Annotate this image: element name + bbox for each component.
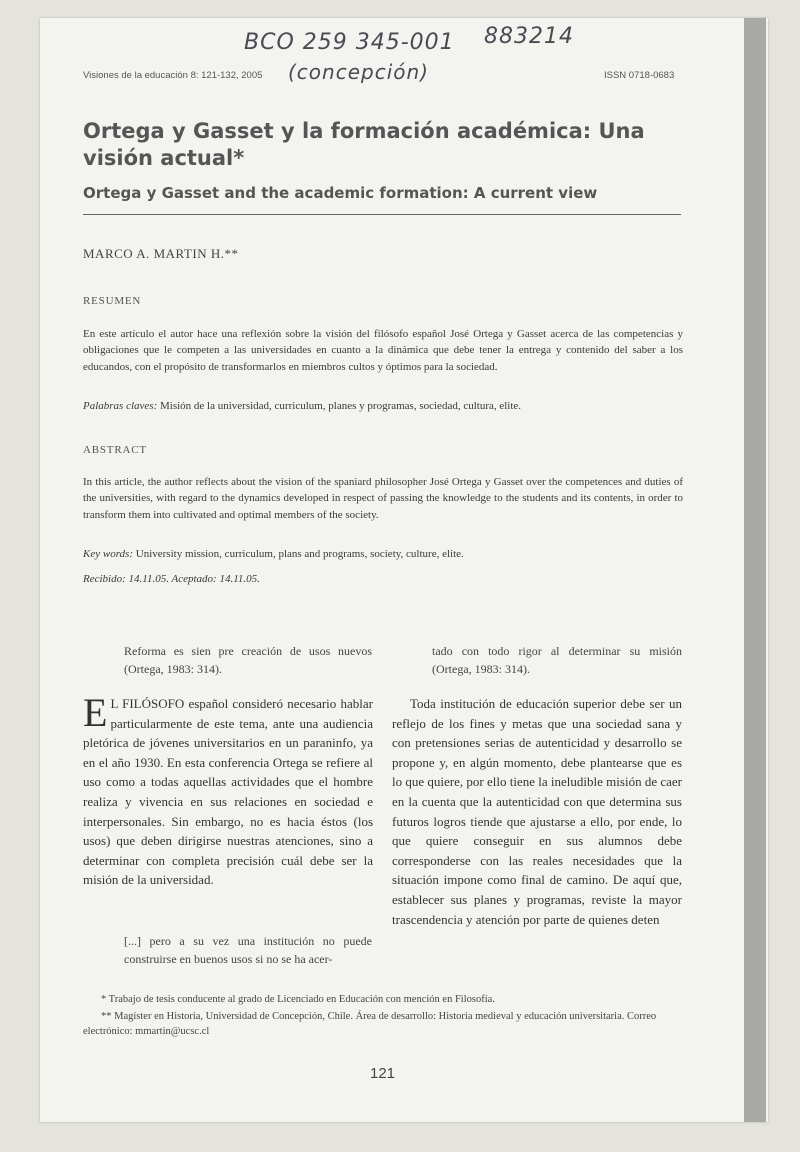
received-dates — [83, 571, 683, 587]
author-name: MARCO A. MARTIN H.** — [83, 246, 239, 261]
resumen-keywords — [83, 398, 683, 414]
abstract-text — [83, 474, 683, 523]
abstract-body: In this article, the author reflects about the vision of the spaniard philosopher José Ortega y Gasset over the competences and duties of the universities, with regard to the dynamics developed in respect of passing the knowledge to the students and its contents, in order to transform them into cultivated and optimal members of the society. — [83, 476, 683, 521]
resumen-body: En este artículo el autor hace una reflexión sobre la visión del filósofo español José Ortega y Gasset acerca de las competencias y obligaciones que le competen a las universidades en cuanto a la dinámica que debe tener la entrega y contenido del saber a los educandos, con el propósito de transformarlos en miembros cultos y óptimos para la sociedad. — [83, 328, 683, 373]
footnote-1: * Trabajo de tesis conducente al grado de Licenciado en Educación con mención en Filosofía. — [101, 994, 495, 1005]
abstract-keywords — [83, 546, 683, 562]
journal-citation: Visiones de la educación 8: 121-132, 2005 — [83, 70, 263, 81]
abstract-keywords-label: Key words: — [83, 548, 134, 560]
body-column-right — [392, 694, 682, 929]
article-title-spanish: Ortega y Gasset y la formación académica: Una visión actual* — [83, 119, 645, 170]
received-text: Recibido: 14.11.05. Aceptado: 14.11.05. — [83, 573, 260, 585]
resumen-text — [83, 326, 683, 375]
handwritten-catalog: BCO 259 345-001 — [244, 30, 455, 55]
footnote-2: ** Magíster en Historia, Universidad de Concepción, Chile. Área de desarrollo: Historia medieval y educación universitaria. Correo electrónico: mmartin@ucsc.cl — [83, 1011, 657, 1037]
drop-cap: E — [83, 690, 108, 735]
right-paragraph: Toda institución de educación superior debe ser un reflejo de los fines y metas que una sociedad sana y con pretensiones serias de autenticidad y desarrollo se propone y, en algún momento, debe plantearse que es lo que quiere, por ello tiene la ineludible misión de caer en la cuenta que la autenticidad con que determina sus futuros logros tiende que ajustarse a ello, por ende, lo que quiere conseguir en sus alumnos debe corresponderse con las reales necesidades que la situación impone como final de camino. De aquí que, establecer sus planes y programas, reviste la mayor trascendencia y atención por parte de quienes deten — [392, 696, 682, 927]
resumen-heading: RESUMEN — [83, 295, 142, 307]
issn: ISSN 0718-0683 — [604, 70, 675, 81]
page-number: 121 — [370, 1065, 396, 1082]
handwritten-city: (concepción) — [288, 60, 429, 84]
scan-edge-strip — [744, 18, 766, 1122]
resumen-keywords-label: Palabras claves: — [83, 400, 158, 412]
title-rule — [83, 214, 681, 215]
left-paragraph: L FILÓSOFO español consideró necesario hablar particularmente de este tema, ante una audiencia pletórica de jóvenes universitarios en un paraninfo, ya en el año 1930. En esta conferencia Ortega se refiere al uso como a todas aquellas actividades que el hombre realiza y vivencia en sus relaciones en sociedad e interpersonales. Sin embargo, no es hacia éstos (los usos) que deben dirigirse nuestras atenciones, sino a determinar con completa precisión cuál debe ser la misión de la universidad. — [83, 696, 373, 888]
handwritten-number: 883214 — [484, 24, 574, 49]
article-title-english: Ortega y Gasset and the academic formation: A current view — [83, 184, 598, 202]
resumen-keywords-value: Misión de la universidad, curriculum, planes y programas, sociedad, cultura, elite. — [159, 400, 522, 412]
epigraph-right: tado con todo rigor al determinar su misión (Ortega, 1983: 314). — [432, 644, 682, 676]
abstract-heading: ABSTRACT — [83, 444, 147, 456]
block-quote-left: [...] pero a su vez una institución no puede construirse en buenos usos si no se ha acer- — [124, 934, 372, 966]
body-column-left — [83, 690, 373, 890]
epigraph-left: Reforma es sien pre creación de usos nuevos (Ortega, 1983: 314). — [124, 644, 372, 676]
abstract-keywords-value: University mission, curriculum, plans and programs, society, culture, elite. — [135, 548, 464, 560]
